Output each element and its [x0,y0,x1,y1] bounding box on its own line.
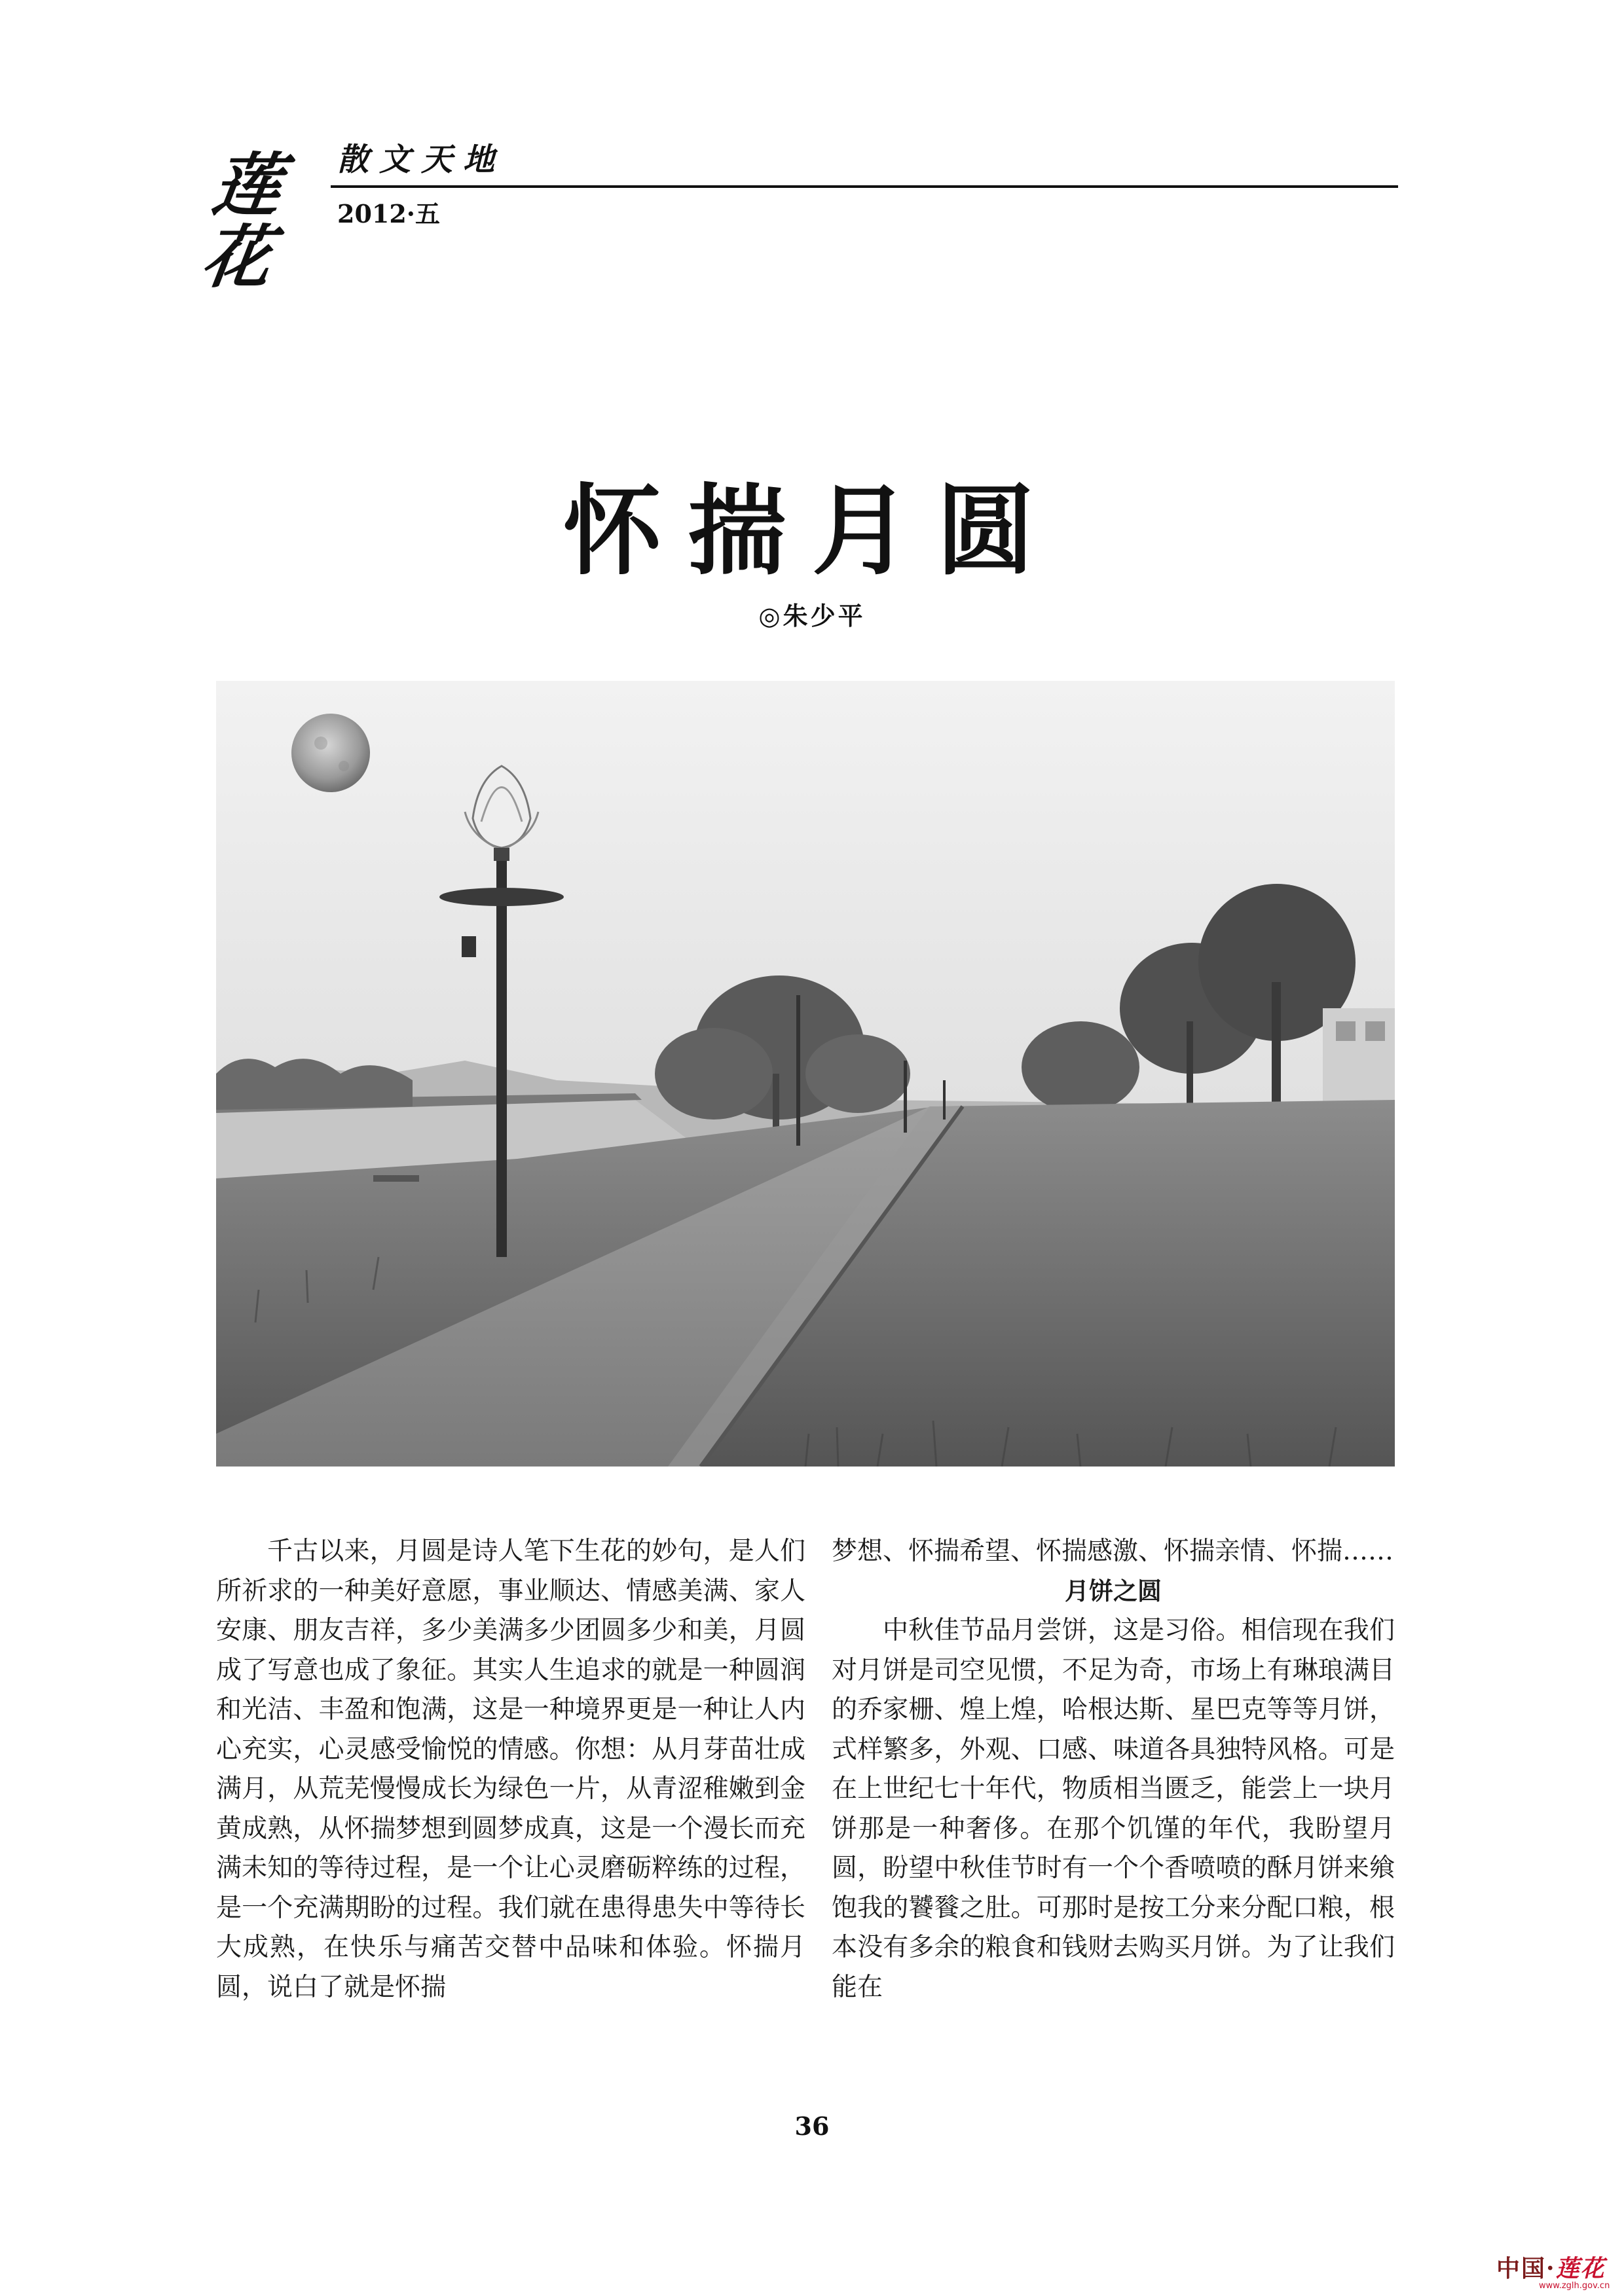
footer-brand-prefix: 中国· [1496,2255,1556,2282]
footer-brand [1496,2250,1606,2284]
body-paragraph: 千古以来，月圆是诗人笔下生花的妙句，是人们所祈求的一种美好意愿，事业顺达、情感美满、家人安康、朋友吉祥，多少美满多少团圆多少和美，月圆成了写意也成了象征。其实人生追求的就是一种圆润和光洁、丰盈和饱满，这是一种境界更是一种让人内心充实，心灵感受愉悦的情感。你想：从月芽苗壮成满月，从荒芜慢慢成长为绿色一片，从青涩稚嫩到金黄成熟，从怀揣梦想到圆梦成真，这是一个漫长而充满未知的等待过程，是一个让心灵磨砺粹练的过程，是一个充满期盼的过程。我们就在患得患失中等待长大成熟，在快乐与痛苦交替中品味和体验。怀揣月圆，说白了就是怀揣 [216,1537,805,2002]
page-number: 36 [794,2111,830,2141]
footer-brand-name: 莲花 [1555,2255,1606,2282]
article-photo [216,681,1395,1467]
article-right-column [832,1532,1395,2007]
magazine-logo: 莲花 [196,145,283,297]
footer-url[interactable]: www.zglh.gov.cn [1539,2281,1610,2291]
body-paragraph-continuation: 梦想、怀揣希望、怀揣感激、怀揣亲情、怀揣…… [832,1537,1394,1566]
article-author: ◎朱少平 [758,601,866,630]
issue-label: 2012·五 [337,199,440,228]
section-subheading: 月饼之圆 [1065,1576,1162,1605]
article-left-column [216,1532,805,2007]
header-divider [331,185,1398,188]
body-paragraph: 中秋佳节品月尝饼，这是习俗。相信现在我们对月饼是司空见惯，不足为奇，市场上有琳琅满目的乔家栅、煌上煌，哈根达斯、星巴克等等月饼，式样繁多，外观、口感、味道各具独特风格。可是在上世纪七十年代，物质相当匮乏，能尝上一块月饼那是一种奢侈。在那个饥馑的年代，我盼望月圆，盼望中秋佳节时有一个个香喷喷的酥月饼来飨饱我的饕餮之肚。可那时是按工分来分配口粮，根本没有多余的粮食和钱财去购买月饼。为了让我们能在 [832,1616,1395,2002]
column-title: 散文天地 [337,141,506,178]
article-title: 怀揣月圆 [563,473,1061,589]
